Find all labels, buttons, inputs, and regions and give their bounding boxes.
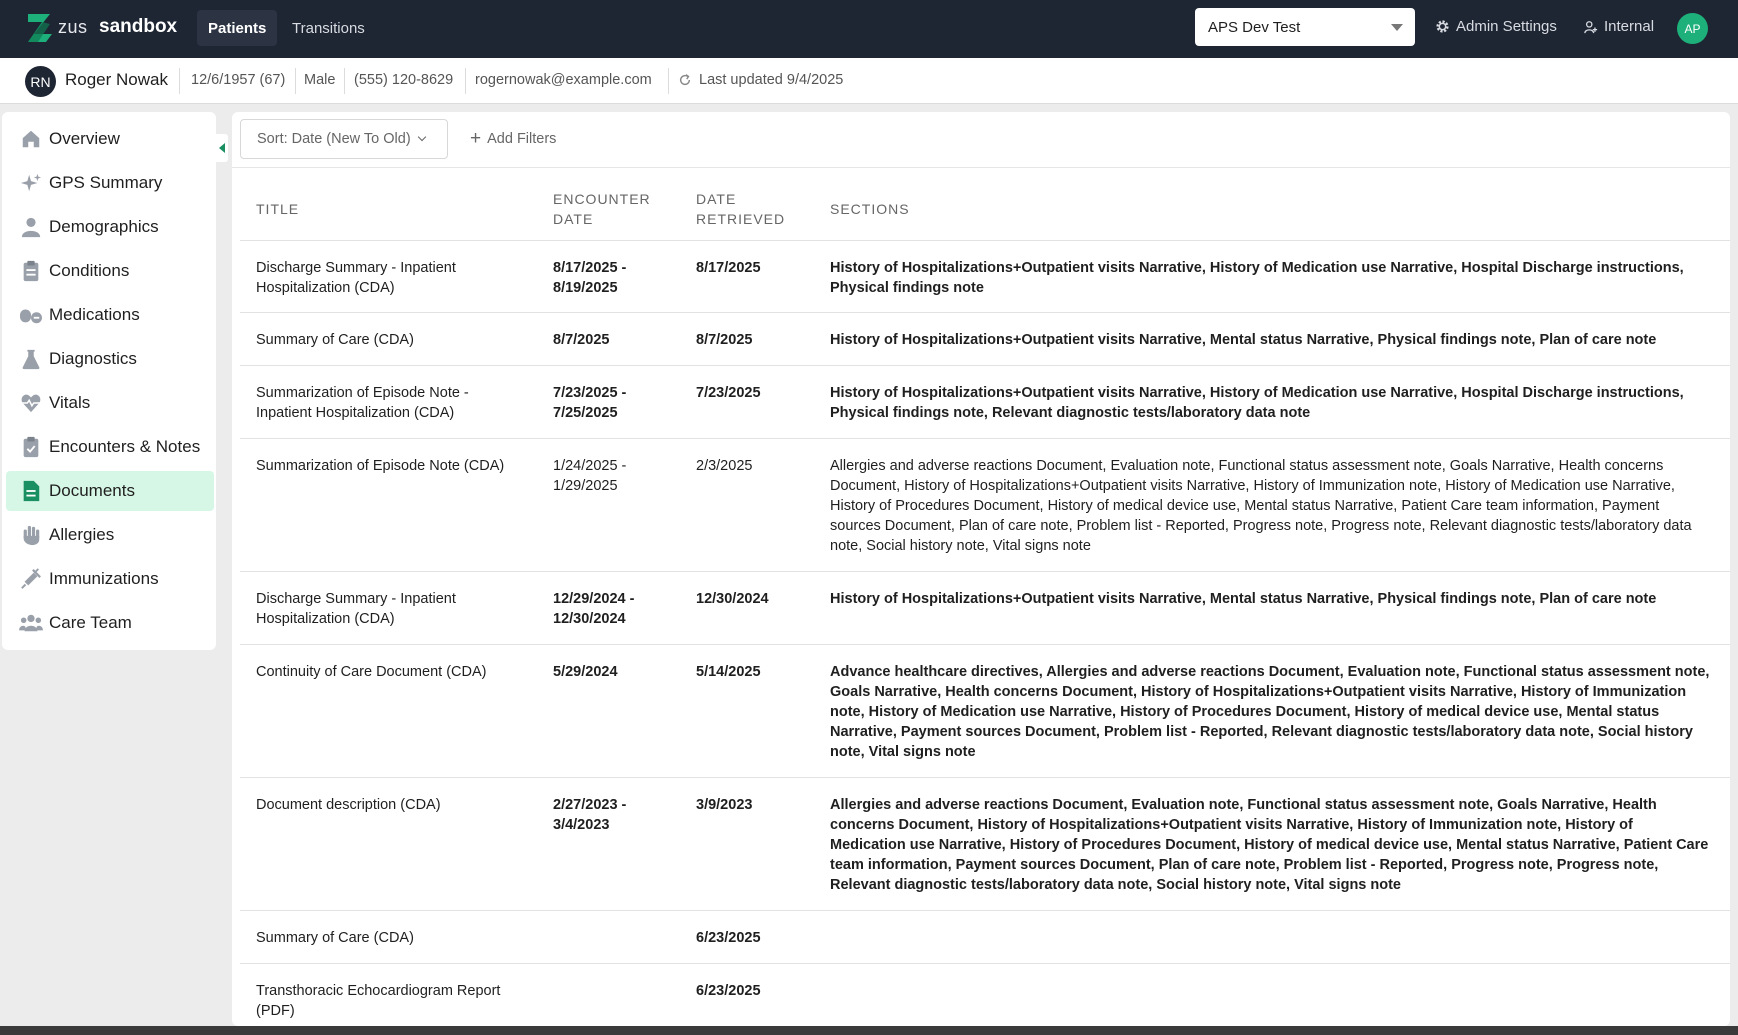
organization-select[interactable] [1195,8,1415,46]
brand-small: zus [58,17,88,37]
column-header-line: DATE [696,191,737,207]
sidebar-item-label: Vitals [49,393,91,412]
patient-dob: 12/6/1957 (67) [191,72,286,88]
divider [240,365,1730,366]
patient-email: rogernowak@example.com [475,72,652,88]
table-row-title[interactable]: Discharge Summary - Inpatient Hospitalization (CDA) [256,591,456,627]
table-row-title[interactable]: Summary of Care (CDA) [256,332,414,348]
table-row-date-retrieved: 5/14/2025 [696,664,761,680]
refresh-icon [678,73,692,87]
sidebar-item-allergies[interactable] [6,515,214,555]
column-header-line: ENCOUNTER [553,191,651,207]
internal-link[interactable] [1584,18,1654,35]
sidebar-item-care-team[interactable] [6,603,214,643]
plus-icon: + [470,128,482,149]
sidebar-item-medications[interactable] [6,295,214,335]
divider [240,240,1730,241]
table-row-sections: Advance healthcare directives, Allergies and adverse reactions Document, Evaluation note, Functional status assessment note, Goals Narrative, Health concerns Document, History of Hospitalizations+Outpatient visits Narrative, History of Immunization note, History of Medication use Narrative, History of Procedures Document, History of medical device use, Mental status Narrative, Payment sources Document, Problem list - Reported, Relevant diagnostic tests/laboratory data note, Social history note, Vital signs note [830,664,1710,760]
add-filters-button[interactable] [470,128,557,149]
last-updated-text: Last updated 9/4/2025 [699,72,844,88]
divider [240,910,1730,911]
column-header-line: RETRIEVED [696,211,786,227]
sidebar-item-label: Medications [49,305,140,324]
table-row-encounter-date: 8/17/2025 - 8/19/2025 [553,260,627,296]
admin-settings-link[interactable] [1435,18,1557,35]
brand-name: sandbox [99,16,178,37]
column-header-sections[interactable]: SECTIONS [830,201,910,217]
sidebar-item-conditions[interactable] [6,251,214,291]
sidebar-item-label: Overview [49,129,120,148]
table-row-sections: Allergies and adverse reactions Document, Evaluation note, Functional status assessment note, Goals Narrative, Health concerns Document, History of Hospitalizations+Outpatient visits Narrative, History of Immunization note, History of Medication use Narrative, History of Procedures Document, History of medical device use, Mental status Narrative, Patient Care team information, Payment sources Document, Plan of care note, Problem list - Reported, Progress note, Progress note, Relevant diagnostic tests/laboratory data note, Social history note, Vital signs note [830,797,1709,893]
pills-icon [19,303,43,327]
sort-label: Sort: Date (New To Old) [257,131,411,147]
window-bottom-edge [0,1026,1738,1035]
table-row-sections: History of Hospitalizations+Outpatient visits Narrative, History of Medication use Narrative, Hospital Discharge instructions, Physical findings note, Relevant diagnostic tests/laboratory data note [830,385,1684,421]
table-row-sections: History of Hospitalizations+Outpatient visits Narrative, Mental status Narrative, Physical findings note, Plan of care note [830,332,1657,348]
table-row-title[interactable]: Summarization of Episode Note - Inpatient Hospitalization (CDA) [256,385,469,421]
table-row-encounter-date: 8/7/2025 [553,332,610,348]
divider [240,571,1730,572]
patient-name: Roger Nowak [65,70,168,89]
sidebar-item-label: Conditions [49,261,130,280]
divider [668,68,669,94]
divider [179,68,180,94]
patient-sex: Male [304,72,336,88]
sidebar-item-label: Demographics [49,217,159,236]
table-row-encounter-date: 2/27/2023 - 3/4/2023 [553,797,627,833]
table-row-title[interactable]: Discharge Summary - Inpatient Hospitalization (CDA) [256,260,456,296]
sidebar-item-diagnostics[interactable] [6,339,214,379]
table-row-encounter-date: 7/23/2025 - 7/25/2025 [553,385,627,421]
divider [240,644,1730,645]
table-row-date-retrieved: 6/23/2025 [696,930,761,946]
table-row-date-retrieved: 8/17/2025 [696,260,761,276]
sidebar-item-gps-summary[interactable] [6,163,214,203]
sidebar-item-label: Immunizations [49,569,159,588]
table-row-date-retrieved: 8/7/2025 [696,332,753,348]
caret-down-icon [1391,24,1403,31]
table-row-encounter-date: 1/24/2025 - 1/29/2025 [553,458,627,494]
zus-logo-icon[interactable] [24,10,58,44]
sidebar-item-label: Care Team [49,613,132,632]
flask-icon [19,347,43,371]
sidebar-item-immunizations[interactable] [6,559,214,599]
sort-dropdown[interactable] [240,119,448,159]
divider [240,777,1730,778]
sidebar-item-label: Encounters & Notes [49,437,201,456]
organization-select-value: APS Dev Test [1208,18,1301,36]
tab-patients[interactable]: Patients [197,10,277,46]
caret-left-icon [219,143,225,153]
internal-label: Internal [1604,18,1655,35]
table-row-sections: History of Hospitalizations+Outpatient visits Narrative, History of Medication use Narrative, Hospital Discharge instructions, Physical findings note [830,260,1684,296]
sparkle-icon [19,171,43,195]
team-icon [19,611,43,635]
sidebar-item-overview[interactable] [6,119,214,159]
internal-user-icon [1584,20,1598,34]
divider [232,167,1730,168]
clipboard-icon [19,259,43,283]
gear-icon [1435,19,1450,34]
sidebar-item-encounters-notes[interactable] [6,427,214,467]
admin-settings-label: Admin Settings [1456,18,1557,35]
sidebar-item-label: GPS Summary [49,173,163,192]
sidebar-item-documents[interactable] [6,471,214,511]
patient-avatar: RN [25,66,56,97]
table-row-sections: History of Hospitalizations+Outpatient visits Narrative, Mental status Narrative, Physical findings note, Plan of care note [830,591,1657,607]
last-updated[interactable] [678,72,843,88]
table-row-date-retrieved: 7/23/2025 [696,385,761,401]
table-row-date-retrieved: 12/30/2024 [696,591,769,607]
add-filters-label: Add Filters [487,131,557,147]
person-icon [19,215,43,239]
heart-pulse-icon [19,391,43,415]
home-icon [19,127,43,151]
sidebar-item-label: Documents [49,481,135,500]
document-icon [19,479,43,503]
divider [344,68,345,94]
divider [240,963,1730,964]
divider [240,438,1730,439]
table-row-encounter-date: 12/29/2024 - 12/30/2024 [553,591,635,627]
column-header-encounter-date[interactable] [553,189,651,229]
table-row-title[interactable]: Continuity of Care Document (CDA) [256,664,487,680]
table-row-date-retrieved: 3/9/2023 [696,797,753,813]
divider [295,68,296,94]
sidebar-item-label: Allergies [49,525,115,544]
divider [465,68,466,94]
table-row-sections: Allergies and adverse reactions Document, Evaluation note, Functional status assessment note, Goals Narrative, Health concerns Document, History of Hospitalizations+Outpatient visits Narrative, History of Immunization note, History of Medication use Narrative, History of Procedures Document, History of medical device use, Mental status Narrative, Patient Care team information, Payment sources Document, Plan of care note, Problem list - Reported, Progress note, Progress note, Relevant diagnostic tests/laboratory data note, Social history note, Vital signs note [830,458,1692,554]
syringe-icon [19,567,43,591]
column-header-line: DATE [553,211,594,227]
column-header-title[interactable]: TITLE [256,201,300,217]
collapse-sidebar-toggle[interactable] [216,134,228,162]
top-navigation-bar [0,0,1738,58]
clipboard-check-icon [19,435,43,459]
user-avatar[interactable]: AP [1677,13,1708,44]
table-row-title[interactable]: Summarization of Episode Note (CDA) [256,458,505,474]
table-row-title[interactable]: Document description (CDA) [256,797,441,813]
divider [240,312,1730,313]
table-row-date-retrieved: 6/23/2025 [696,983,761,999]
table-row-title[interactable]: Summary of Care (CDA) [256,930,414,946]
chevron-down-icon [417,133,425,141]
documents-panel [232,112,1730,1026]
sidebar-item-demographics[interactable] [6,207,214,247]
tab-transitions[interactable]: Transitions [292,19,365,37]
table-row-date-retrieved: 2/3/2025 [696,458,753,474]
sidebar-item-vitals[interactable] [6,383,214,423]
sidebar [2,112,216,650]
column-header-date-retrieved[interactable] [696,189,785,229]
patient-phone: (555) 120-8629 [354,72,454,88]
table-row-title[interactable]: Transthoracic Echocardiogram Report (PDF) [256,983,501,1019]
table-row-encounter-date: 5/29/2024 [553,664,618,680]
sidebar-item-label: Diagnostics [49,349,137,368]
hand-icon [19,523,43,547]
